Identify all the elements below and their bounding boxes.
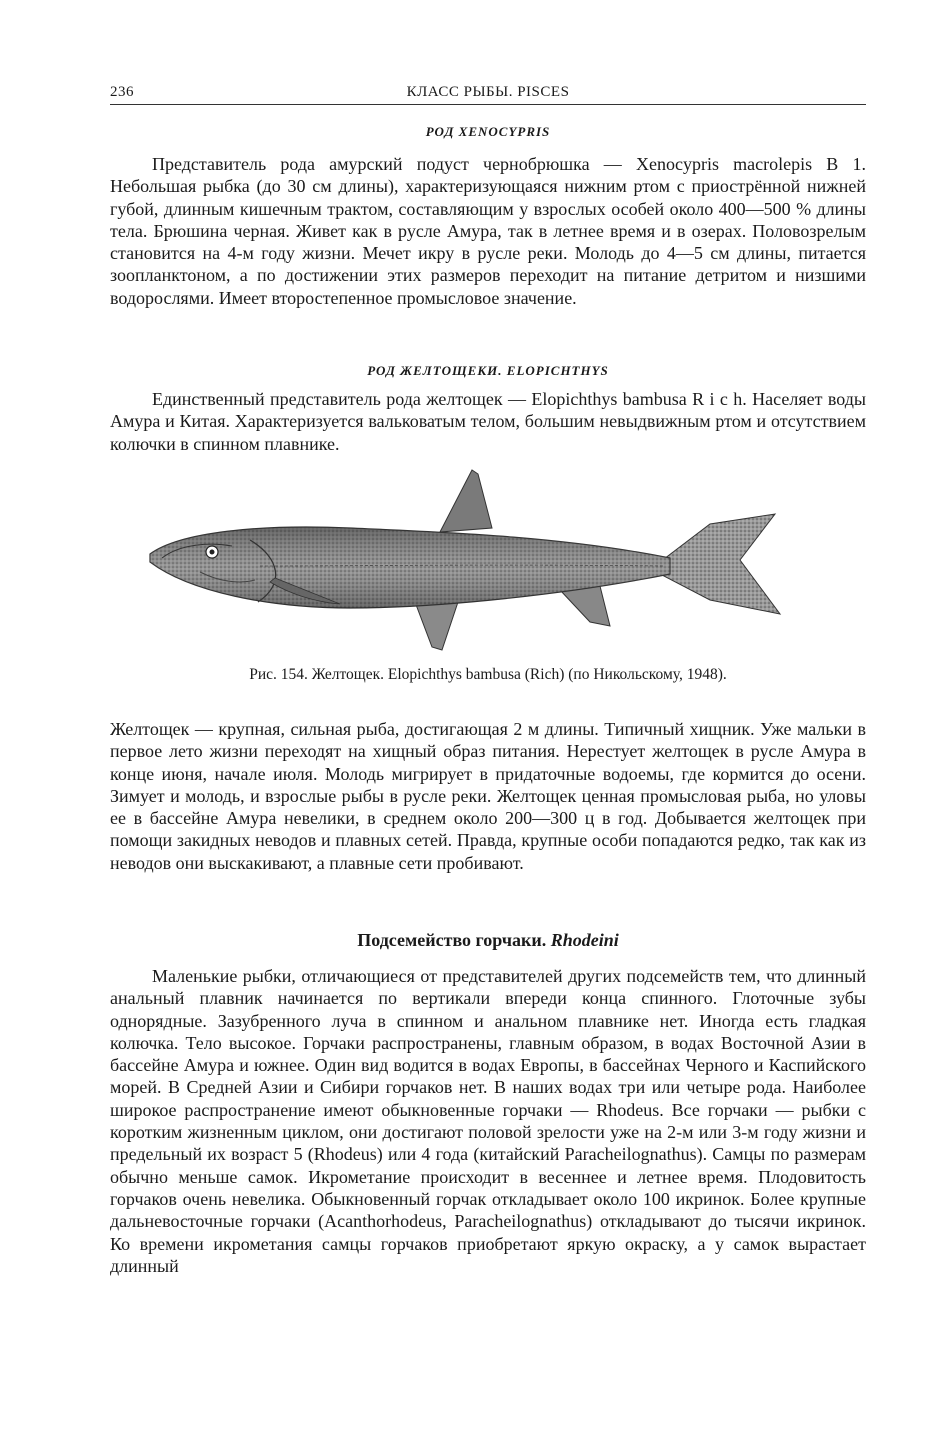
paragraph-elopichthys-intro: Единственный представитель рода желтощек — Elopichthys bambusa R i c h. Населяет воды Амура и Китая. Характеризуется вальковатым телом, большим невыдвижным ртом и отсутствием колючки в спинном плавнике. [110,389,866,454]
fish-illustration-icon [140,462,820,652]
section-title-xenocypris: РОД XENOCYPRIS [425,124,551,139]
figure-caption: Рис. 154. Желтощек. Elopichthys bambusa (Rich) (по Никольскому, 1948). [249,666,727,683]
running-head: КЛАСС РЫБЫ. PISCES [406,84,570,100]
subfamily-heading [110,930,866,951]
page-number: 236 [110,84,134,100]
paragraph-elopichthys-body: Желтощек — крупная, сильная рыба, достигающая 2 м длины. Типичный хищник. Уже мальки в первое лето жизни переходят на хищный образ питания. Нерестует желтощек в русле Амура в конце июня, начале июля. Молодь мигрирует в придаточные водоемы, где кормится до осени. Зимует и молодь, и взрослые рыбы в русле реки. Желтощек ценная промысловая рыба, но уловы ее в бассейне Амура невелики, в среднем около 200—300 ц в год. Добывается желтощек при помощи закидных неводов и плавных сетей. Правда, крупные особи попадаются редко, так как из неводов они выскакивают, а плавные сети пробивают. [110,719,866,873]
page-header [110,84,866,105]
subfamily-title: Подсемейство горчаки. [357,930,547,950]
paragraph-xenocypris: Представитель рода амурский подуст чернобрюшка — Xenocypris macrolepis B 1. Небольшая рыбка (до 30 см длины), характеризующаяся нижним ртом с приострённой нижней губой, длинным кишечным трактом, составляющим у взрослых особей около 400—500 % длины тела. Брюшина черная. Живет как в русле Амура, так в летнее время и в озерах. Половозрелым становится на 4-м году жизни. Мечет икру в русле реки. Молодь до 4—5 см длины, питается зоопланктоном, а по достижении этих размеров переходит на питание детритом и низшими водорослями. Имеет второстепенное промысловое значение. [110,154,866,308]
section-title-elopichthys: РОД ЖЕЛТОЩЕКИ. ELOPICHTHYS [367,363,609,378]
subfamily-latin: Rhodeini [550,930,619,950]
paragraph-rhodeini: Маленькие рыбки, отличающиеся от представителей других подсемейств тем, что длинный анальный плавник начинается по вертикали впереди конца спинного. Глоточные зубы однорядные. Зазубренного луча в спинном и анальном плавнике нет. Иногда есть гладкая колючка. Тело высокое. Горчаки распространены, главным образом, в водах Восточной Азии в бассейне Амура и южнее. Один вид водится в водах Европы, в бассейнах Черного и Каспийского морей. В Средней Азии и Сибири горчаков нет. В наших водах три или четыре рода. Наиболее широкое распространение имеют обыкновенные горчаки — Rhodeus. Все горчаки — рыбки с коротким жизненным циклом, они достигают половой зрелости уже на 2-м или 3-м году жизни и предельный их возраст 5 (Rhodeus) или 4 года (китайский Paracheilognathus). Самцы по размерам обычно меньше самок. Икрометание происходит в весеннее и летнее время. Плодовитость горчаков очень невелика. Обыкновенный горчак откладывает около 100 икринок. Более крупные дальневосточные горчаки (Acanthorhodeus, Paracheilognathus) откладывают до тысячи икринок. Ко времени икрометания самцы горчаков приобретают яркую окраску, а у самок вырастает длинный [110,966,866,1276]
